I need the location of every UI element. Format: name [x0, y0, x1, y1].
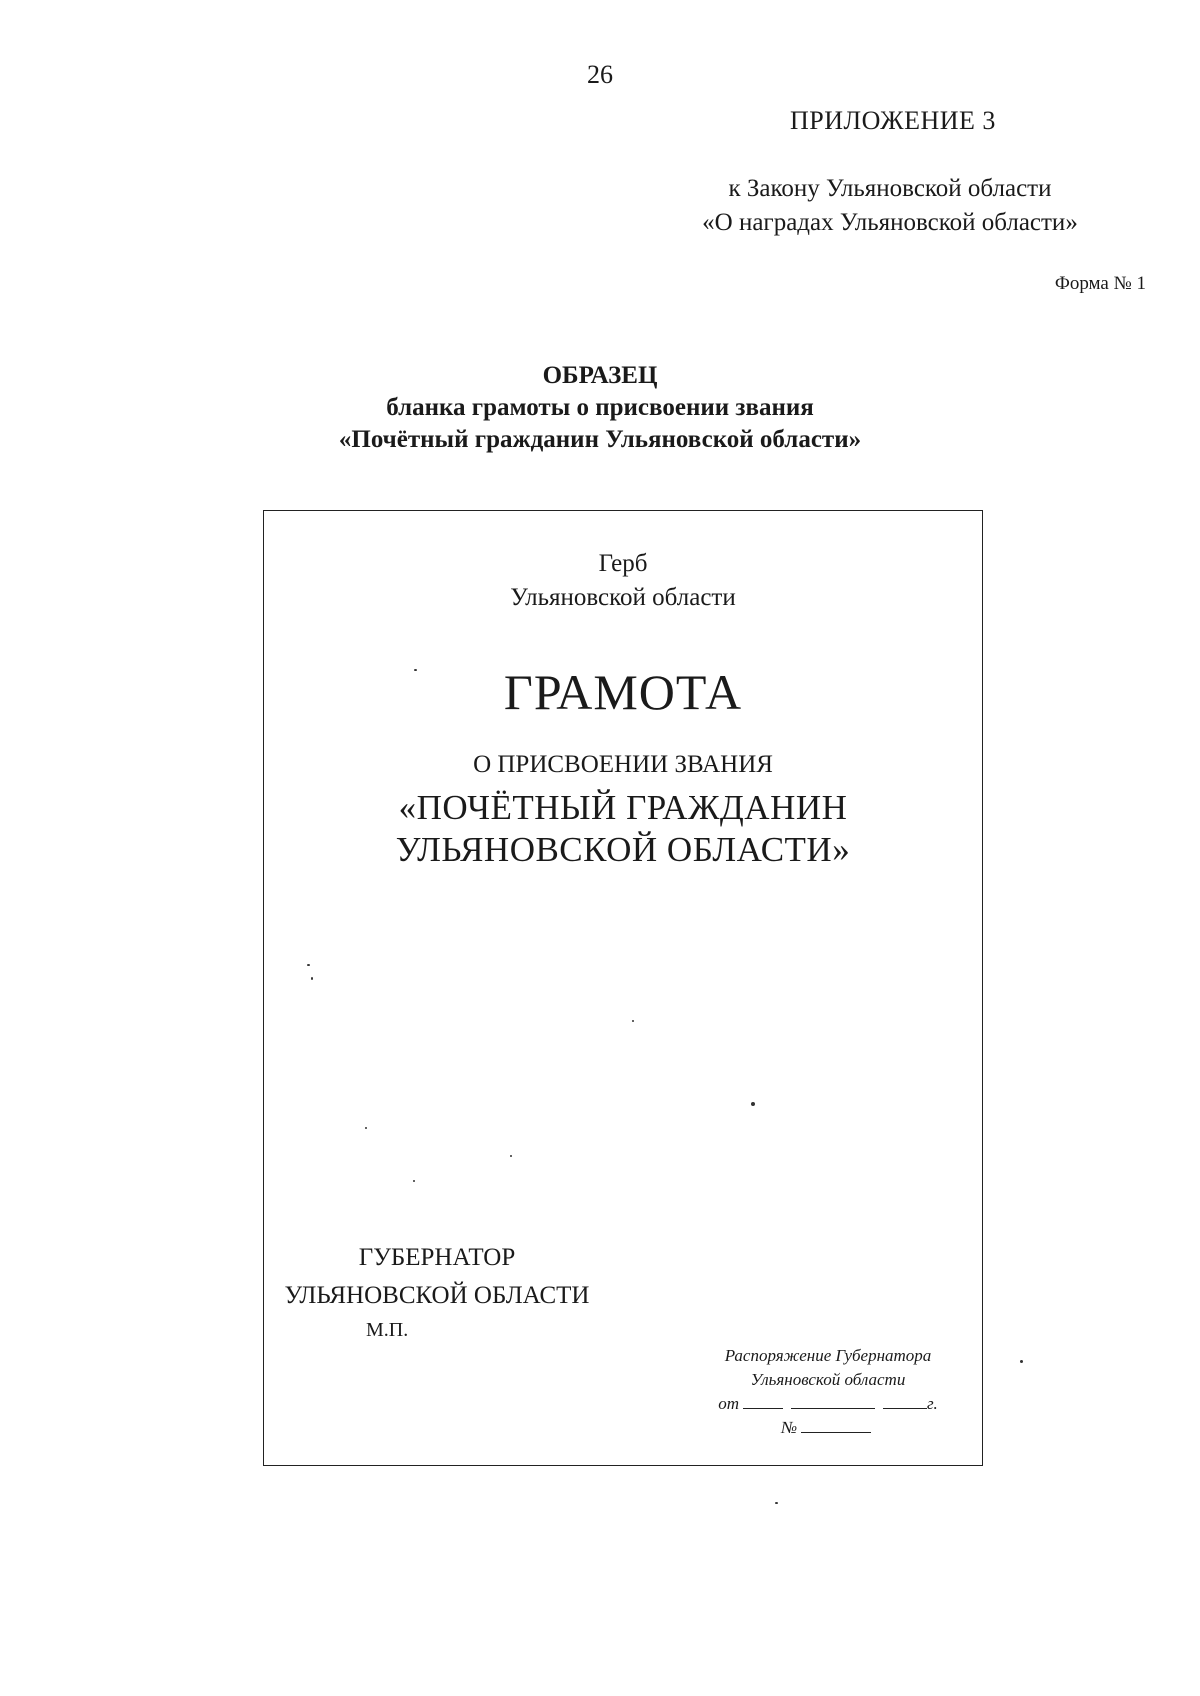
title-line-1: ОБРАЗЕЦ	[542, 362, 658, 389]
order-from-label: от	[718, 1394, 740, 1413]
title-line-2: бланка грамоты о присвоении звания	[386, 394, 814, 421]
order-line-1: Распоряжение Губернатора	[724, 1346, 932, 1365]
seal-placeholder: М.П.	[366, 1319, 409, 1341]
coat-of-arms-placeholder	[264, 547, 982, 615]
scan-speck	[365, 1127, 367, 1129]
title-line-3: «Почётный гражданин Ульяновской области»	[338, 426, 862, 453]
coat-line-1: Герб	[598, 550, 648, 577]
certificate-main-title: ГРАМОТА	[503, 664, 743, 720]
order-month-blank	[791, 1392, 875, 1409]
order-line-2: Ульяновской области	[750, 1370, 906, 1389]
order-year-suffix: г.	[927, 1394, 938, 1413]
law-reference-line-2: «О наградах Ульяновской области»	[702, 209, 1078, 236]
subtitle-line-2: УЛЬЯНОВСКОЙ ОБЛАСТИ»	[395, 830, 851, 869]
governor-order-reference	[694, 1344, 962, 1440]
scan-speck	[775, 1502, 778, 1504]
scan-speck	[1020, 1360, 1023, 1363]
order-day-blank	[743, 1392, 783, 1409]
certificate-subtitle-small: О ПРИСВОЕНИИ ЗВАНИЯ	[473, 751, 773, 778]
page-number: 26	[587, 60, 613, 89]
scan-speck	[414, 669, 417, 671]
order-number-sign: №	[780, 1418, 798, 1437]
law-reference-line-1: к Закону Ульяновской области	[728, 175, 1052, 202]
document-title	[0, 360, 1200, 456]
order-number-line	[694, 1416, 962, 1440]
appendix-label: ПРИЛОЖЕНИЕ 3	[790, 106, 996, 135]
scan-speck	[751, 1102, 755, 1106]
certificate-subtitle-large	[264, 787, 982, 871]
governor-line-2: УЛЬЯНОВСКОЙ ОБЛАСТИ	[284, 1282, 590, 1309]
law-reference	[650, 172, 1130, 240]
scan-speck	[413, 1180, 415, 1182]
order-date-line	[694, 1392, 962, 1416]
scan-speck	[632, 1020, 634, 1022]
coat-line-2: Ульяновской области	[510, 584, 736, 611]
governor-line-1: ГУБЕРНАТОР	[358, 1244, 516, 1271]
scan-speck	[311, 977, 313, 980]
scan-speck	[510, 1155, 512, 1157]
form-number: Форма № 1	[1054, 273, 1146, 294]
order-year-blank	[883, 1392, 927, 1409]
subtitle-line-1: «ПОЧЁТНЫЙ ГРАЖДАНИН	[398, 788, 848, 827]
certificate-frame	[263, 510, 983, 1466]
scan-speck	[307, 964, 310, 966]
governor-signature-block	[282, 1239, 592, 1315]
order-number-blank	[801, 1416, 871, 1433]
